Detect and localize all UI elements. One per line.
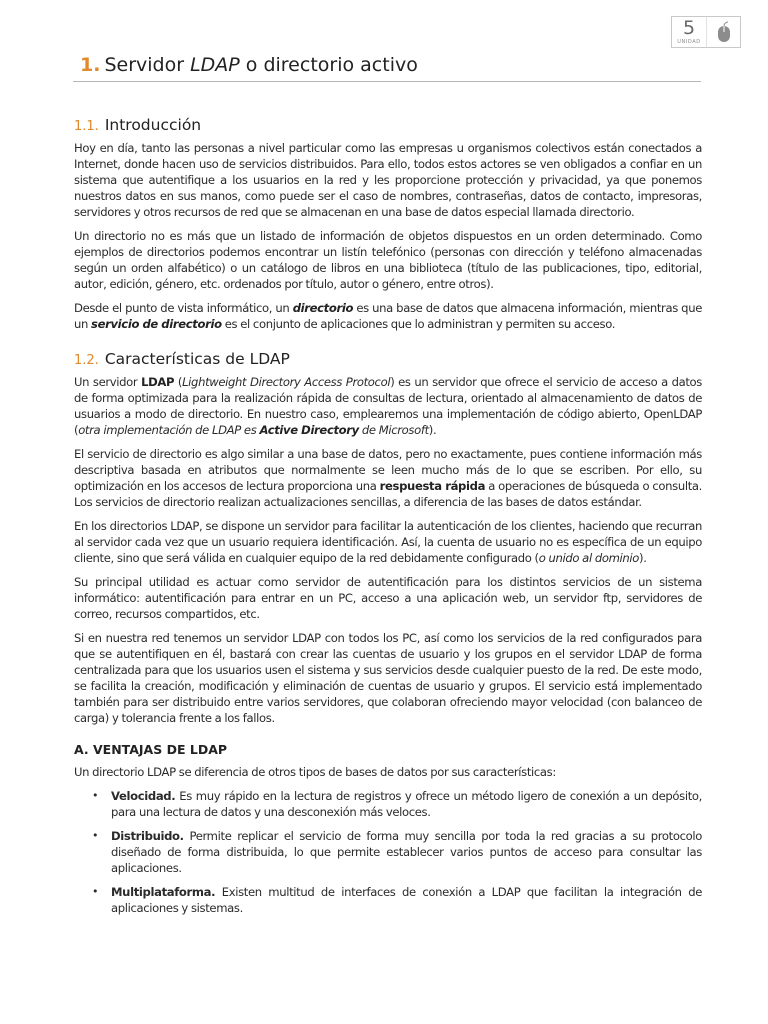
chapter-number: 1. bbox=[80, 54, 101, 76]
text-run: de Microsoft bbox=[358, 423, 429, 437]
intro-paragraph-2: Un directorio no es más que un listado de información de objetos dispuestos en un orden determinado. Como ejemplos de directorios podemos encontrar un listín telefónico (personas con dirección y teléfono almacenadas según un orden alfabético) o un catálogo de libros en una biblioteca (título de las publicaciones, tipo, editorial, autor, edición, género, etc. ordenados por título, autor o género, entre otros). bbox=[74, 229, 702, 291]
features-paragraph-5: Si en nuestra red tenemos un servidor LDAP con todos los PC, así como los servicios de la red configurados para que se autentifiquen en él, bastará con crear las cuentas de usuario y los grupos en el servidor LDAP de forma centralizada para que los usuarios usen el sistema y sus servicios desde cualquier puesto de la red. De este modo, se facilita la creación, modificación y eliminación de cuentas de usuario y grupos. El servicio está implementado también para ser distribuido entre varios servidores, que colaboran ofreciendo mayor velocidad (con balanceo de carga) y tolerancia frente a los fallos. bbox=[74, 631, 702, 725]
term-active-directory: Active Directory bbox=[259, 423, 359, 437]
section-heading-features bbox=[74, 350, 702, 368]
list-item-term: Velocidad. bbox=[111, 789, 176, 803]
features-paragraph-4: Su principal utilidad es actuar como servidor de autentificación para los distintos servicios de un sistema informático: autentificación para entrar en un PC, acceso a una aplicación web, un servidor ftp, servidores de correo, recursos compartidos, etc. bbox=[74, 575, 702, 621]
section-title: Características de LDAP bbox=[104, 350, 290, 368]
text-run: es una base de datos que almacena información, mientras que un bbox=[74, 301, 702, 331]
features-paragraph-1 bbox=[74, 374, 702, 438]
chapter-title bbox=[80, 54, 418, 76]
list-item bbox=[92, 788, 702, 820]
text-run: ). bbox=[428, 423, 437, 437]
list-item bbox=[92, 884, 702, 916]
page-content bbox=[74, 116, 702, 924]
section-number: 1.1. bbox=[74, 119, 99, 134]
term-ldap: LDAP bbox=[141, 375, 175, 389]
list-item-term: Distribuido. bbox=[111, 829, 184, 843]
unit-badge bbox=[671, 16, 741, 48]
intro-paragraph-3 bbox=[74, 300, 702, 332]
section-title: Introducción bbox=[104, 116, 202, 134]
section-number: 1.2. bbox=[74, 353, 99, 368]
intro-paragraph-1: Hoy en día, tanto las personas a nivel particular como las empresas u organismos colectivos están conectados a Internet, donde hacen uso de servicios distribuidos. Para ello, todos estos actores se ven obligados a confiar en un sistema que autentifique a los usuarios en la red y les proporcione protección y privacidad, ya que ponemos nuestros datos en sus manos, como puede ser el caso de nombres, contraseñas, datos de contacto, impresoras, servidores y otros recursos de red que se almacenan en una base de datos especial llamada directorio. bbox=[74, 141, 702, 219]
text-run: es el conjunto de aplicaciones que lo administran y permiten su acceso. bbox=[221, 317, 616, 331]
chapter-title-em: LDAP bbox=[190, 54, 240, 76]
section-heading-intro bbox=[74, 116, 702, 134]
text-run: otra implementación de LDAP es bbox=[78, 423, 260, 437]
unit-label: UNIDAD bbox=[677, 39, 701, 45]
mouse-icon bbox=[706, 17, 740, 47]
advantages-list bbox=[74, 788, 702, 916]
term-directorio: directorio bbox=[292, 301, 354, 315]
advantages-intro: Un directorio LDAP se diferencia de otros tipos de bases de datos por sus características: bbox=[74, 765, 556, 779]
list-item-text: Permite replicar el servicio de forma muy sencilla por toda la red gracias a su protocolo diseñado de forma distribuida, lo que permite establecer varios puntos de acceso para consultar las aplicaciones. bbox=[111, 829, 702, 875]
list-item-text: Es muy rápido en la lectura de registros y ofrece un método ligero de conexión a un depósito, para una lectura de datos y una desconexión más veloces. bbox=[111, 789, 702, 819]
title-divider bbox=[73, 81, 701, 82]
unit-number-box bbox=[672, 17, 706, 47]
text-run: En los directorios LDAP, se dispone un servidor para facilitar la autenticación de los clientes, haciendo que recurran al servidor cada vez que un usuario requiera identificación. Así, la cuenta de usuario no es específica de un equipo cliente, sino que será válida en cualquier equipo de la red debidamente configurado ( bbox=[74, 519, 702, 565]
chapter-title-post: o directorio activo bbox=[239, 54, 418, 76]
chapter-title-pre: Servidor bbox=[104, 54, 191, 76]
features-paragraph-2 bbox=[74, 446, 702, 510]
list-item-term: Multiplataforma. bbox=[111, 885, 216, 899]
list-item bbox=[92, 828, 702, 876]
text-run: ). bbox=[639, 551, 647, 565]
text-run: o unido al dominio bbox=[538, 551, 640, 565]
text-run: a operaciones de búsqueda o consulta. Los servicios de directorio realizan actualizaciones sencillas, a diferencia de las bases de datos estándar. bbox=[74, 479, 702, 509]
term-servicio-directorio: servicio de directorio bbox=[91, 317, 222, 331]
features-paragraph-3 bbox=[74, 518, 702, 566]
text-run: Un servidor bbox=[74, 375, 142, 389]
text-run: ) es un servidor que ofrece el servicio de acceso a datos de forma optimizada para la realización rápida de consultas de lectura, orientado al almacenamiento de datos de usuarios a modo de directorio. En nuestro caso, emplearemos una implementación de código abierto, OpenLDAP ( bbox=[74, 375, 702, 437]
term-respuesta-rapida: respuesta rápida bbox=[379, 479, 486, 493]
subsection-heading-advantages: A. VENTAJAS DE LDAP bbox=[74, 742, 228, 757]
text-run: ( bbox=[174, 375, 183, 389]
text-run: Desde el punto de vista informático, un bbox=[74, 301, 293, 315]
ldap-expansion: Lightweight Directory Access Protocol bbox=[182, 375, 391, 389]
list-item-text: Existen multitud de interfaces de conexión a LDAP que facilitan la integración de aplicaciones y sistemas. bbox=[111, 885, 702, 915]
text-run: El servicio de directorio es algo similar a una base de datos, pero no exactamente, pues contiene información más descriptiva basada en atributos que normalmente se leen mucho más de lo que se escriben. Por ello, su optimización en los accesos de lectura proporciona una bbox=[74, 447, 702, 493]
unit-number: 5 bbox=[682, 17, 696, 39]
